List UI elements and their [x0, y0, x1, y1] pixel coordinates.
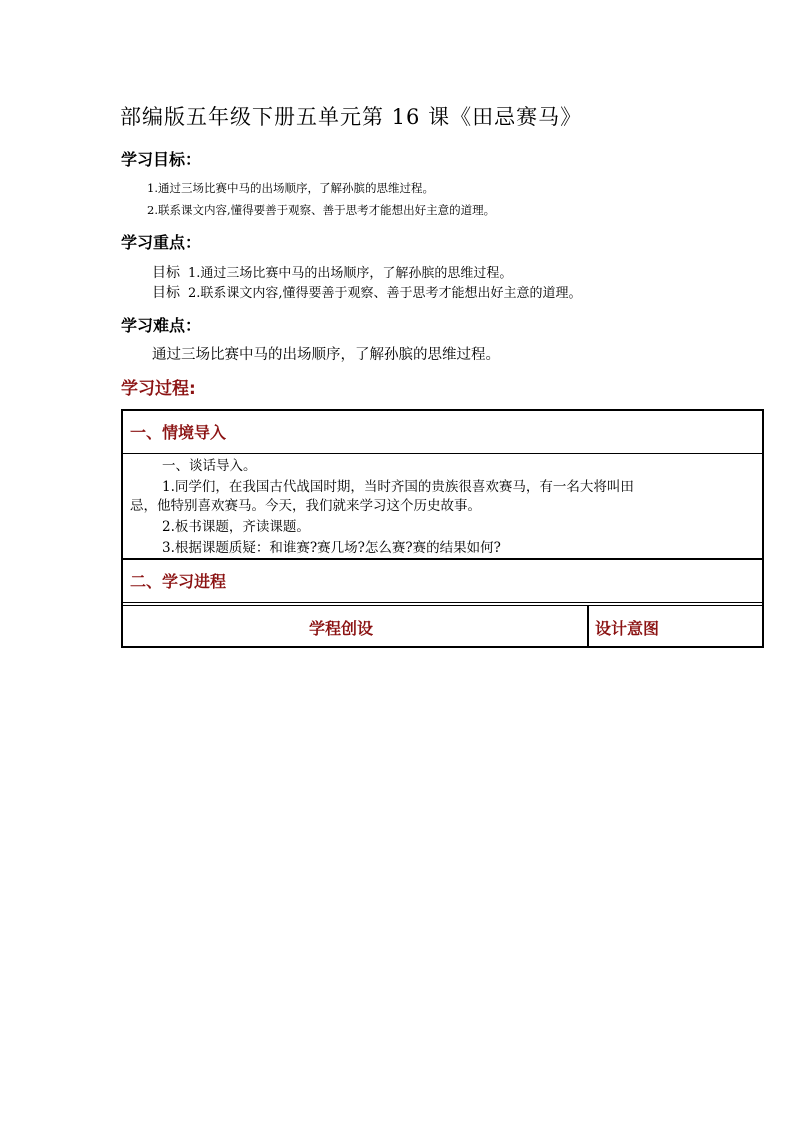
process-heading: 学习过程:: [121, 379, 196, 399]
goal-item-2: 2.联系课文内容,懂得要善于观察、善于思考才能想出好主意的道理。: [147, 203, 496, 217]
page-title: 部编版五年级下册五单元第 16 课《田忌赛马》: [120, 105, 583, 129]
section1-line: 一、谈话导入。: [162, 458, 257, 474]
section2-header: [123, 560, 762, 603]
key-point-tag: 目标: [152, 265, 180, 281]
section2-title: 二、学习进程: [130, 572, 227, 591]
section1-body: [123, 454, 762, 560]
section1-line: 3.根据课题质疑：和谁赛?赛几场?怎么赛?赛的结果如何?: [162, 540, 501, 556]
section1-header: [123, 411, 762, 454]
key-points-heading: 学习重点：: [121, 233, 202, 252]
section1-title: 一、情境导入: [130, 423, 227, 442]
goals-heading: 学习目标：: [121, 150, 202, 169]
column-header-intent: 设计意图: [595, 619, 660, 638]
key-point-tag: 目标: [152, 285, 180, 301]
key-point-text: 1.通过三场比赛中马的出场顺序，了解孙膑的思维过程。: [188, 266, 513, 281]
key-point-text: 2.联系课文内容,懂得要善于观察、善于思考才能想出好主意的道理。: [188, 286, 582, 301]
process-table: [121, 409, 764, 648]
key-point-item-1: [152, 264, 512, 283]
section1-line: 忌，他特别喜欢赛马。今天，我们就来学习这个历史故事。: [130, 498, 481, 514]
difficulty-heading: 学习难点：: [121, 316, 202, 335]
key-point-item-2: [152, 284, 582, 303]
section1-line: 1.同学们，在我国古代战国时期，当时齐国的贵族很喜欢赛马，有一名大将叫田: [162, 479, 634, 495]
goal-item-1: 1.通过三场比赛中马的出场顺序，了解孙膑的思维过程。: [147, 181, 434, 195]
difficulty-text: 通过三场比赛中马的出场顺序，了解孙膑的思维过程。: [152, 347, 500, 363]
column-header-activities: 学程创设: [309, 619, 374, 638]
section1-line: 2.板书课题，齐读课题。: [162, 519, 310, 535]
column-divider: [587, 606, 589, 647]
section2-columns: [123, 605, 762, 646]
